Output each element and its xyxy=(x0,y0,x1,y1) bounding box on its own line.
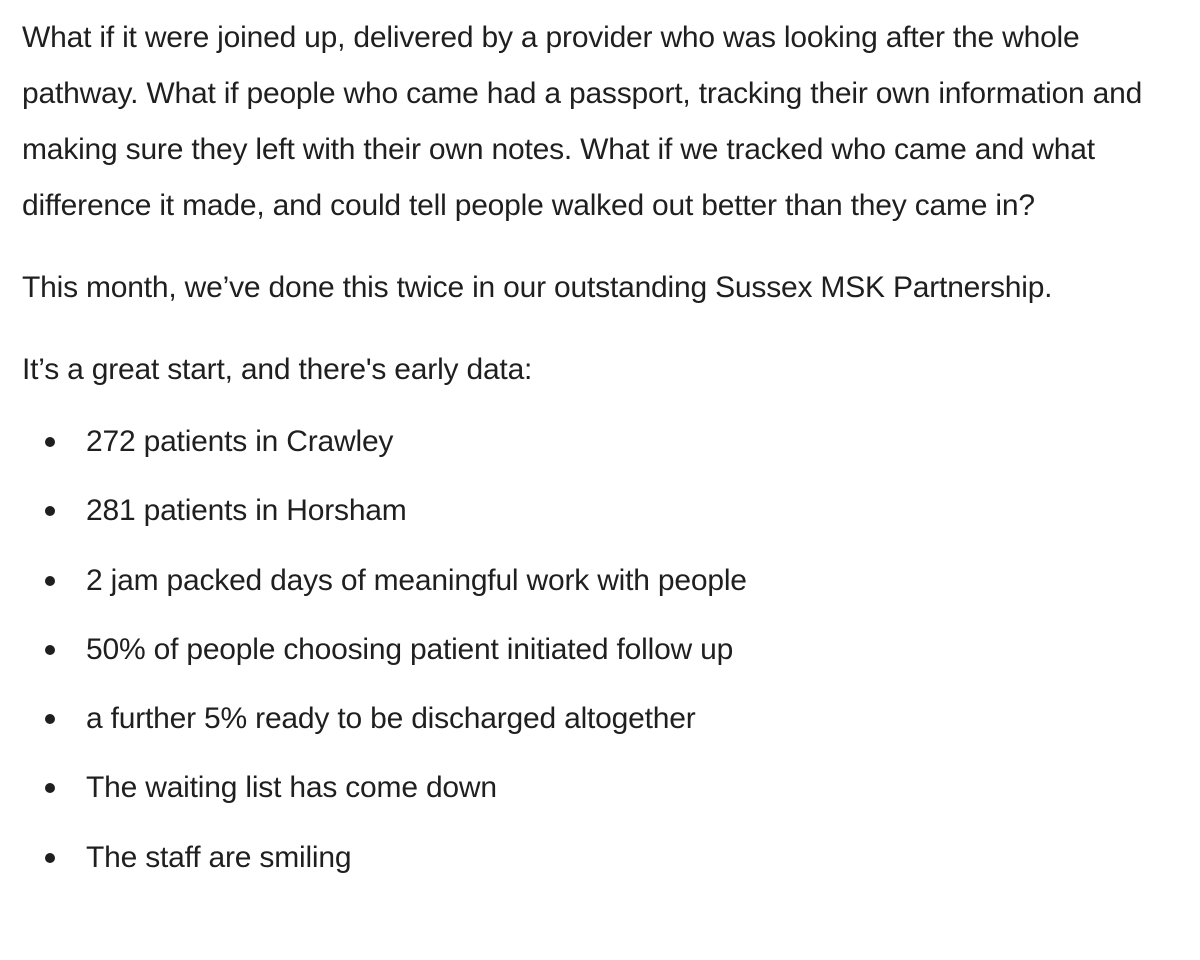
bullet-dot-icon xyxy=(45,506,55,516)
list-item-text: a further 5% ready to be discharged altogether xyxy=(86,702,696,736)
list-item-text: 2 jam packed days of meaningful work with people xyxy=(86,563,747,597)
paragraph-this-month: This month, we’ve done this twice in our outstanding Sussex MSK Partnership. xyxy=(22,271,1053,304)
list-item xyxy=(22,838,1178,878)
paragraph-early-data: It’s a great start, and there's early data: xyxy=(22,353,533,386)
bullet-dot-icon xyxy=(45,783,55,793)
bullet-dot-icon xyxy=(45,853,55,863)
list-item-text: The staff are smiling xyxy=(86,840,352,874)
list-item xyxy=(22,768,1178,808)
list-item xyxy=(22,699,1178,739)
list-item-text: 50% of people choosing patient initiated follow up xyxy=(86,632,734,666)
list-item xyxy=(22,561,1178,601)
list-item-text: The waiting list has come down xyxy=(86,771,497,805)
bullet-dot-icon xyxy=(45,576,55,586)
paragraph-joined-up: What if it were joined up, delivered by a provider who was looking after the whole pathway. What if people who came had a passport, tracking their own information and making sure they left with their own notes. What if we tracked who came and what difference it made, and could tell people walked out better than they came in? xyxy=(22,21,1143,222)
list-item-text: 272 patients in Crawley xyxy=(86,425,394,458)
bullet-dot-icon xyxy=(45,437,55,447)
list-item xyxy=(22,630,1178,670)
list-item xyxy=(22,422,1178,462)
list-item xyxy=(22,491,1178,531)
bullet-dot-icon xyxy=(45,714,55,724)
early-data-list xyxy=(22,422,1178,878)
list-item-text: 281 patients in Horsham xyxy=(86,494,407,528)
bullet-dot-icon xyxy=(45,645,55,655)
